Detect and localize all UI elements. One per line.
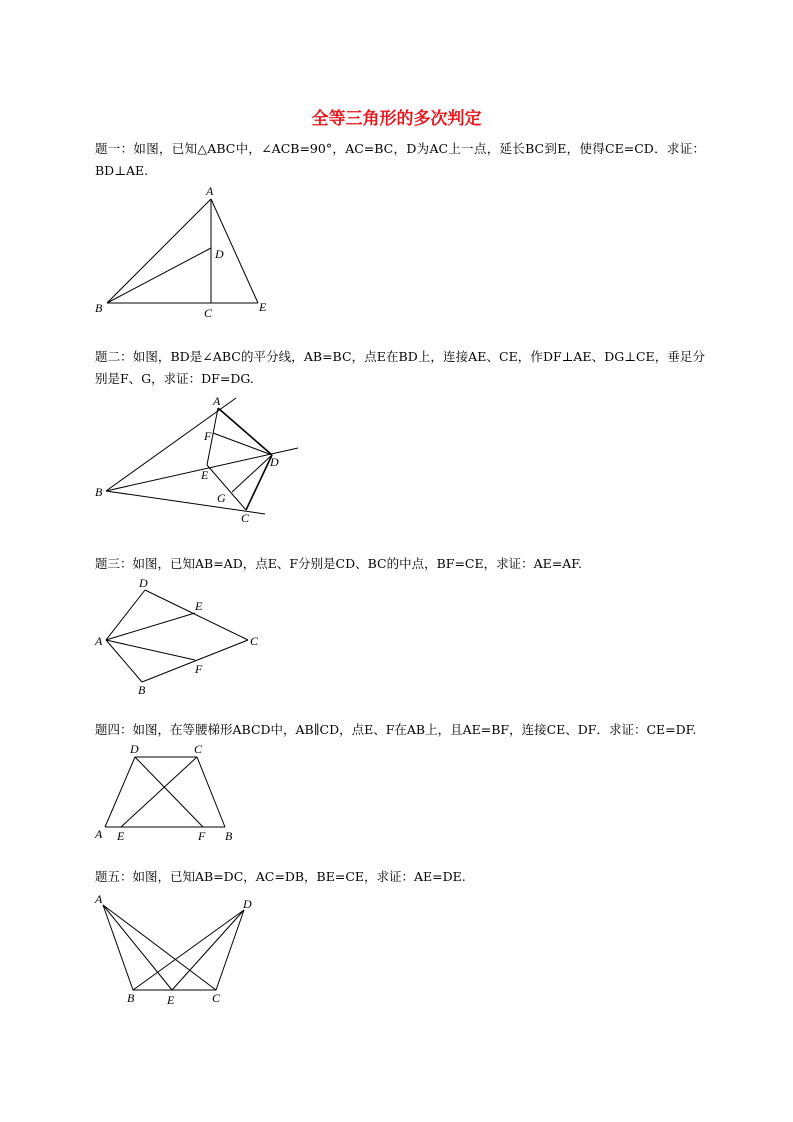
label-E: E bbox=[167, 993, 175, 1007]
label-C: C bbox=[241, 511, 250, 525]
label-D: D bbox=[139, 576, 148, 590]
figure-5 bbox=[94, 892, 252, 1007]
problem-5-text: 题五：如图，已知AB=DC，AC=DB，BE=CE，求证：AE=DE. bbox=[95, 869, 466, 884]
figure-4 bbox=[94, 742, 233, 843]
problem-1-text: 题一：如图，已知△ABC中，∠ACB=90°，AC=BC，D为AC上一点，延长BC到E，使得CE=CD．求证：BD⊥AE. bbox=[95, 141, 705, 178]
label-B: B bbox=[225, 829, 233, 843]
label-E: E bbox=[259, 300, 267, 314]
page-title: 全等三角形的多次判定 bbox=[311, 109, 482, 129]
label-D: D bbox=[130, 742, 139, 756]
problem-3-text: 题三：如图，已知AB=AD，点E、F分别是CD、BC的中点，BF=CE，求证：AE=AF. bbox=[95, 556, 582, 571]
figure-2 bbox=[95, 394, 298, 525]
label-D: D bbox=[270, 455, 279, 469]
label-F: F bbox=[198, 829, 206, 843]
figure-1 bbox=[95, 184, 267, 320]
label-G: G bbox=[217, 491, 226, 505]
label-C: C bbox=[194, 742, 203, 756]
label-A: A bbox=[95, 892, 103, 906]
label-E: E bbox=[195, 599, 203, 613]
label-C: C bbox=[204, 306, 213, 320]
label-B: B bbox=[95, 301, 103, 315]
label-A: A bbox=[213, 394, 221, 408]
label-B: B bbox=[127, 991, 135, 1005]
problem-2-text: 题二：如图，BD是∠ABC的平分线，AB=BC，点E在BD上，连接AE、CE，作DF⊥AE、DG⊥CE，垂足分别是F、G，求证：DF=DG. bbox=[95, 349, 705, 386]
label-B: B bbox=[95, 485, 103, 499]
label-F: F bbox=[204, 429, 212, 443]
label-C: C bbox=[212, 991, 221, 1005]
label-F: F bbox=[195, 662, 203, 676]
label-A: A bbox=[95, 827, 103, 841]
label-A: A bbox=[206, 184, 214, 198]
label-D: D bbox=[243, 897, 252, 911]
problem-4-text: 题四：如图，在等腰梯形ABCD中，AB∥CD，点E、F在AB上，且AE=BF，连接CE、DF．求证：CE=DF. bbox=[95, 722, 697, 737]
label-C: C bbox=[250, 634, 259, 648]
figure-3 bbox=[94, 576, 259, 697]
label-A: A bbox=[95, 634, 103, 648]
label-D: D bbox=[215, 247, 224, 261]
label-E: E bbox=[117, 829, 125, 843]
label-E: E bbox=[201, 468, 209, 482]
label-B: B bbox=[138, 683, 146, 697]
